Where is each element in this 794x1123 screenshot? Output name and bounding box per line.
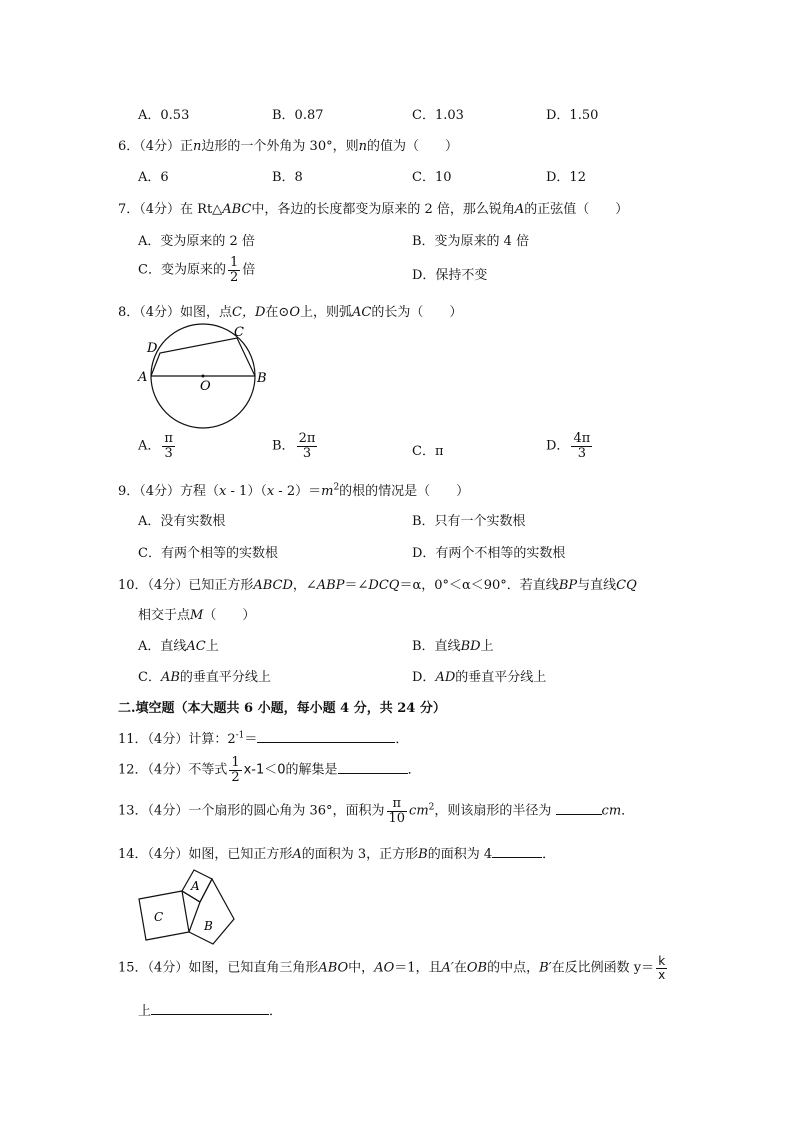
q6-option-a: A．6 [138, 170, 169, 185]
q9-option-c: C．有两个相等的实数根 [138, 546, 278, 561]
q10-option-d: D．AD的垂直平分线上 [412, 670, 547, 685]
q6-option-d: D．12 [546, 170, 586, 185]
label-d: D [147, 341, 158, 356]
label-b: B [204, 919, 213, 933]
q13-answer-blank[interactable] [556, 802, 602, 815]
center-point [202, 375, 205, 378]
q10-option-c: C．AB的垂直平分线上 [138, 670, 271, 685]
q7-option-d: D．保持不变 [412, 268, 488, 283]
q15-stem: 15．（4分）如图，已知直角三角形ABO中，AO＝1，且A′在OB的中点，B′在反比例函数 y＝ $\frac{k}{x}$ [118, 954, 666, 982]
q9-option-a: A．没有实数根 [138, 514, 226, 529]
q7-option-c: C．变为原来的 $\frac{1}{2}$ 倍 [138, 255, 256, 285]
q12-answer-blank[interactable] [338, 761, 408, 774]
q9-stem: 9．（4分）方程$(x - 1)(x - 2)=m^2$的根的情况是（ ） [118, 482, 470, 499]
q12-stem: 12．（4分）不等式 $\frac{1}{2}$ x-1＜0的解集是 ． [118, 755, 421, 785]
q8-option-a: A． $\frac{\pi}{3}$ [138, 431, 173, 461]
q14-answer-blank[interactable] [492, 845, 542, 858]
label-o: O [200, 379, 211, 394]
q15-stem-line2: 上 ． [138, 1004, 283, 1019]
q11-stem: 11．（4分）计算：$2^{-1}=$ ． [118, 730, 409, 747]
label-c: C [234, 325, 244, 340]
q8-option-b: B． $\frac{2\pi}{3}$ [272, 431, 316, 461]
q8-option-d: D． $\frac{4\pi}{3}$ [546, 431, 591, 461]
label-c: C [154, 910, 164, 924]
q11-answer-blank[interactable] [257, 730, 395, 743]
label-a: A [138, 370, 148, 385]
chords-adcb [151, 338, 255, 376]
section2-heading: 二.填空题（本大题共 6 小题，每小题 4 分，共 24 分） [118, 701, 446, 716]
q6-stem: 6．（4分）正n边形的一个外角为 30°，则n的值为（ ） [118, 139, 458, 154]
q14-squares-figure [130, 864, 250, 950]
q8-option-c: C．π [412, 444, 444, 459]
q6-option-c: C．10 [412, 170, 452, 185]
q7-fraction: $\frac{1}{2}$ [229, 255, 239, 285]
q10-stem-line2: 相交于点M（ ） [138, 608, 256, 623]
q5-option-a: A．0.53 [138, 108, 190, 123]
q10-option-a: A．直线AC上 [138, 639, 219, 654]
square-c [139, 891, 189, 940]
q9-option-d: D．有两个不相等的实数根 [412, 546, 566, 561]
q5-option-d: D．1.50 [546, 108, 599, 123]
label-b: B [257, 371, 267, 386]
q5-option-c: C．1.03 [412, 108, 464, 123]
q15-answer-blank[interactable] [151, 1002, 269, 1015]
q10-option-b: B．直线BD上 [412, 639, 494, 654]
q10-stem: 10．（4分）已知正方形ABCD，∠ABP＝∠DCQ＝α，0°＜α＜90°．若直线BP与直线CQ [118, 578, 637, 593]
q8-circle-figure [130, 318, 280, 432]
label-a: A [191, 879, 200, 893]
q8-stem: 8．（4分）如图，点C，D在⊙O上，则弧AC的长为（ ） [118, 305, 463, 320]
q7-option-a: A．变为原来的 2 倍 [138, 234, 255, 249]
q6-option-b: B．8 [272, 170, 303, 185]
q13-stem: 13．（4分）一个扇形的圆心角为 36°，面积为 $\frac{\pi}{10}$ $cm^2$，则该扇形的半径为 cm． [118, 796, 635, 826]
q5-option-b: B．0.87 [272, 108, 324, 123]
q7-stem: 7．（4分）在 Rt△ABC中，各边的长度都变为原来的 2 倍，那么锐角A的正弦值（ ） [118, 202, 629, 217]
q14-stem: 14．（4分）如图，已知正方形A的面积为 3，正方形B的面积为 4 ． [118, 847, 556, 862]
q7-option-b: B．变为原来的 4 倍 [412, 234, 530, 249]
q9-option-b: B．只有一个实数根 [412, 514, 526, 529]
